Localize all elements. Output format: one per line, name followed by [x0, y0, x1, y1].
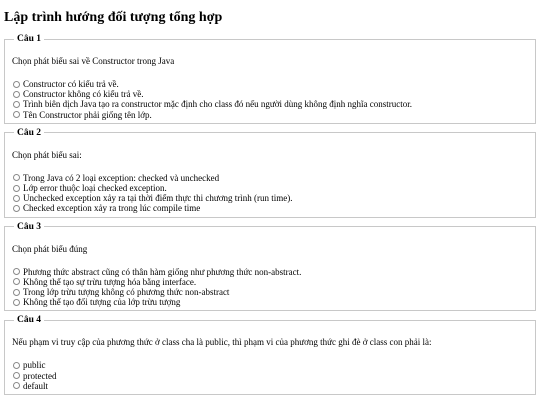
- answer-option[interactable]: [12, 287, 529, 297]
- answer-label: default: [23, 380, 48, 391]
- question-prompt: Chọn phát biểu đúng: [12, 243, 88, 254]
- question-legend: Câu 4: [17, 315, 42, 326]
- answer-options: [12, 79, 529, 120]
- radio-button[interactable]: [13, 195, 20, 202]
- answer-label: Trong lớp trừu tượng không có phương thức non-abstract: [23, 287, 230, 298]
- answer-option[interactable]: [12, 360, 529, 370]
- answer-option[interactable]: [12, 89, 529, 99]
- answer-option[interactable]: [12, 183, 529, 193]
- answer-option[interactable]: [12, 203, 529, 213]
- answer-label: Không thể tạo đối tượng của lớp trừu tượng: [23, 297, 181, 308]
- radio-button[interactable]: [13, 81, 20, 88]
- answer-option[interactable]: [12, 267, 529, 277]
- answer-label: Phương thức abstract cũng có thân hàm giống như phương thức non-abstract.: [23, 266, 302, 277]
- answer-label: Trình biên dịch Java tạo ra constructor mặc định cho class đó nếu người dùng không định nghĩa constructor.: [23, 99, 412, 110]
- question-3: [4, 222, 536, 312]
- answer-label: Constructor không có kiểu trả về.: [23, 89, 144, 100]
- radio-button[interactable]: [13, 299, 20, 306]
- radio-button[interactable]: [13, 268, 20, 275]
- answer-label: Constructor có kiểu trả về.: [23, 79, 119, 89]
- answer-label: Unchecked exception xảy ra tại thời điểm thực thi chương trình (run time).: [23, 193, 293, 204]
- radio-button[interactable]: [13, 101, 20, 108]
- answer-label: Lớp error thuộc loại checked exception.: [23, 183, 167, 194]
- radio-button[interactable]: [13, 91, 20, 98]
- question-legend: Câu 3: [17, 221, 42, 232]
- radio-button[interactable]: [13, 174, 20, 181]
- answer-label: Tên Constructor phải giống tên lớp.: [23, 109, 152, 120]
- radio-button[interactable]: [13, 362, 20, 369]
- radio-button[interactable]: [13, 289, 20, 296]
- question-prompt: Chọn phát biểu sai:: [12, 149, 82, 160]
- answer-option[interactable]: [12, 173, 529, 183]
- answer-option[interactable]: [12, 193, 529, 203]
- answer-options: [12, 173, 529, 214]
- radio-button[interactable]: [13, 205, 20, 212]
- answer-options: [12, 267, 529, 308]
- radio-button[interactable]: [13, 382, 20, 389]
- answer-option[interactable]: [12, 79, 529, 89]
- question-legend: Câu 1: [17, 34, 42, 44]
- question-2: [4, 128, 536, 218]
- answer-label: protected: [23, 370, 57, 381]
- question-prompt: Chọn phát biểu sai về Constructor trong Java: [12, 56, 175, 66]
- question-4: [4, 315, 536, 395]
- radio-button[interactable]: [13, 111, 20, 118]
- radio-button[interactable]: [13, 278, 20, 285]
- answer-option[interactable]: [12, 110, 529, 120]
- question-prompt: Nếu phạm vi truy cập của phương thức ở class cha là public, thì phạm vi của phương thức ghi đè ở class con phải là:: [12, 337, 432, 348]
- question-1: [4, 34, 536, 124]
- answer-option[interactable]: [12, 381, 529, 391]
- question-legend: Câu 2: [17, 127, 42, 138]
- answer-option[interactable]: [12, 277, 529, 287]
- answer-label: Không thể tạo sự trừu tượng hóa bằng interface.: [23, 276, 197, 287]
- answer-label: Checked exception xảy ra trong lúc compile time: [23, 203, 201, 214]
- answer-option[interactable]: [12, 99, 529, 109]
- answer-label: public: [23, 360, 46, 371]
- radio-button[interactable]: [13, 185, 20, 192]
- answer-options: [12, 360, 529, 391]
- answer-label: Trong Java có 2 loại exception: checked và unchecked: [23, 172, 220, 183]
- page-title: Lập trình hướng đối tượng tổng hợp: [4, 10, 223, 25]
- radio-button[interactable]: [13, 372, 20, 379]
- answer-option[interactable]: [12, 371, 529, 381]
- answer-option[interactable]: [12, 297, 529, 307]
